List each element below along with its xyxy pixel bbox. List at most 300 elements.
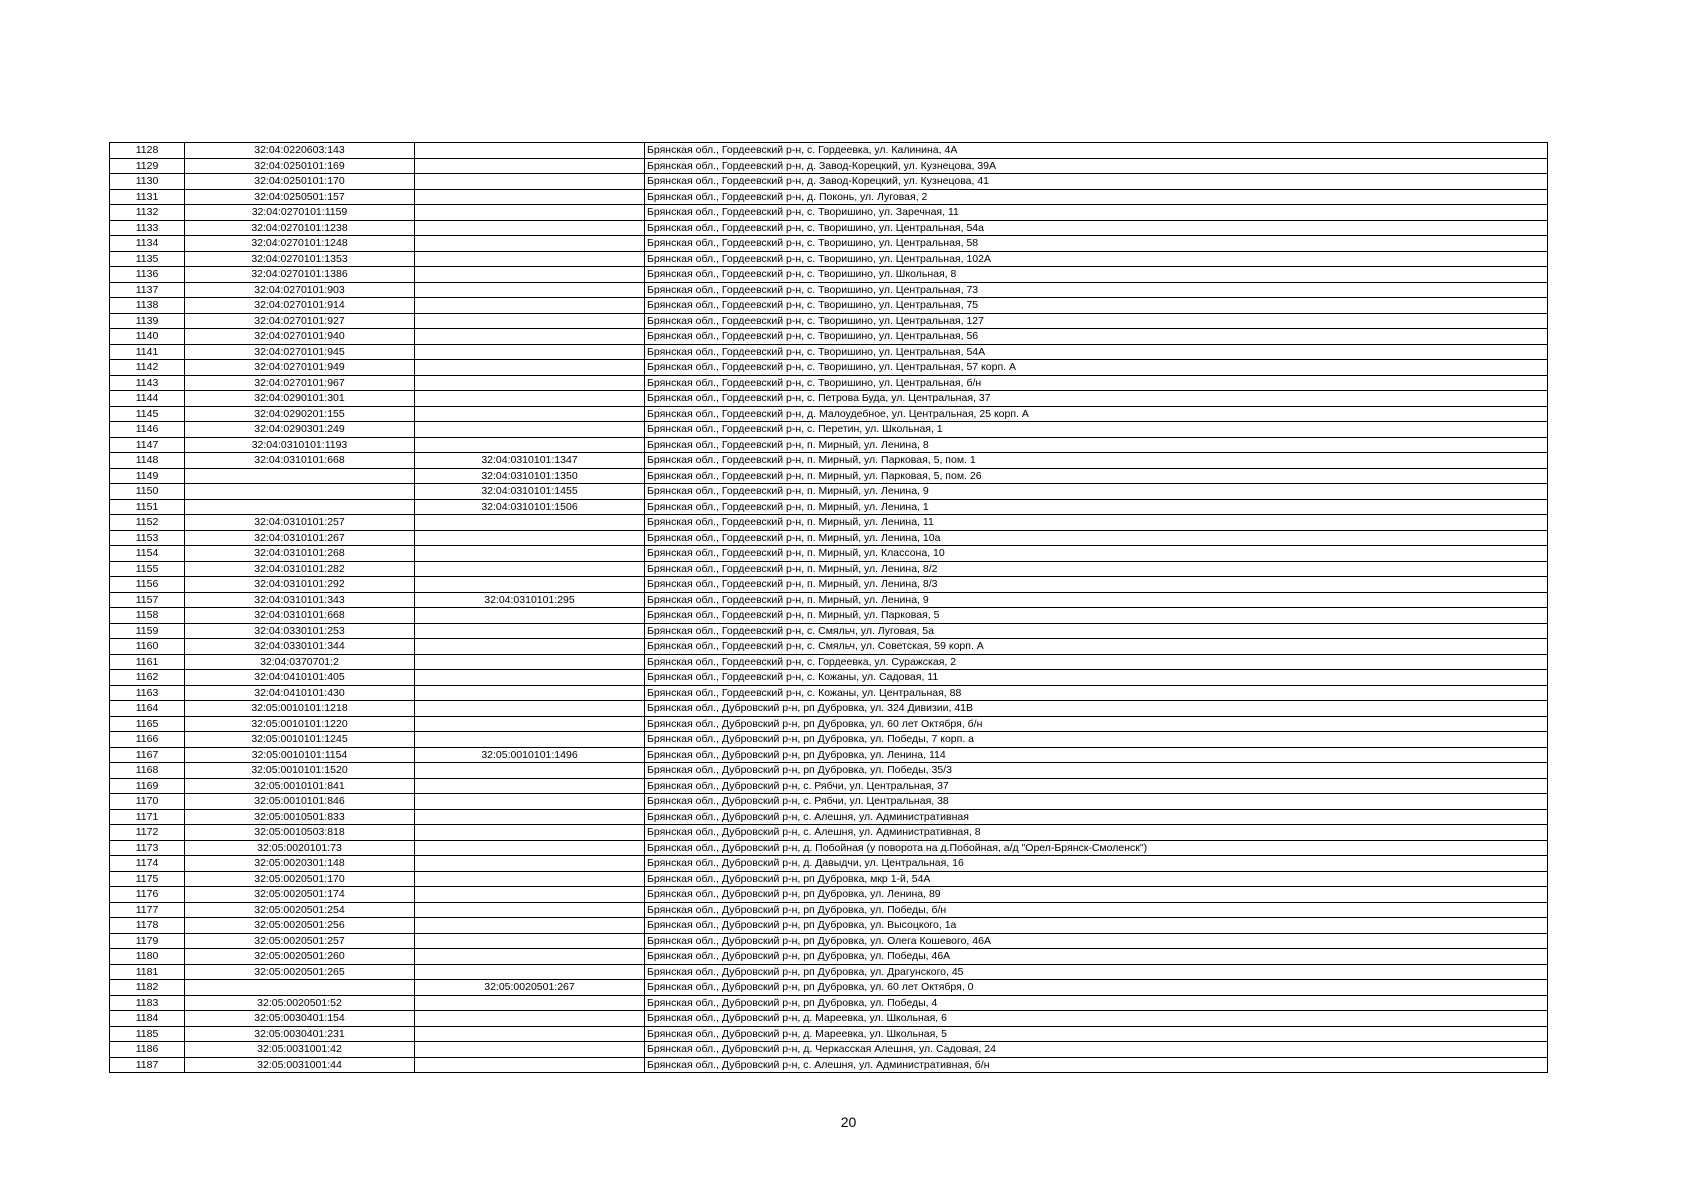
- secondary-cadastral-number-cell: [415, 158, 645, 174]
- cadastral-number-cell: 32:04:0330101:253: [185, 623, 415, 639]
- table-row: [110, 716, 1548, 732]
- table-row: [110, 158, 1548, 174]
- address-cell: Брянская обл., Дубровский р-н, д. Черкасская Алешня, ул. Садовая, 24: [645, 1042, 1548, 1058]
- table-row: [110, 1026, 1548, 1042]
- address-cell: Брянская обл., Гордеевский р-н, с. Творишино, ул. Центральная, б/н: [645, 375, 1548, 391]
- table-row: [110, 298, 1548, 314]
- cadastral-number-cell: 32:05:0010101:1154: [185, 747, 415, 763]
- table-row: [110, 887, 1548, 903]
- secondary-cadastral-number-cell: [415, 1026, 645, 1042]
- table-row: [110, 639, 1548, 655]
- table-row: [110, 189, 1548, 205]
- row-number-cell: 1156: [110, 577, 185, 593]
- table-row: [110, 313, 1548, 329]
- cadastral-number-cell: 32:04:0310101:668: [185, 608, 415, 624]
- address-cell: Брянская обл., Дубровский р-н, рп Дубровка, ул. Победы, 35/3: [645, 763, 1548, 779]
- table-row: [110, 406, 1548, 422]
- address-cell: Брянская обл., Дубровский р-н, рп Дубровка, ул. Победы, 4: [645, 995, 1548, 1011]
- row-number-cell: 1128: [110, 143, 185, 159]
- table-row: [110, 701, 1548, 717]
- row-number-cell: 1154: [110, 546, 185, 562]
- address-cell: Брянская обл., Гордеевский р-н, п. Мирный, ул. Ленина, 8: [645, 437, 1548, 453]
- row-number-cell: 1151: [110, 499, 185, 515]
- row-number-cell: 1139: [110, 313, 185, 329]
- cadastral-number-cell: 32:04:0330101:344: [185, 639, 415, 655]
- cadastral-number-cell: 32:04:0270101:903: [185, 282, 415, 298]
- cadastral-number-cell: [185, 468, 415, 484]
- secondary-cadastral-number-cell: [415, 856, 645, 872]
- cadastral-number-cell: 32:04:0270101:1238: [185, 220, 415, 236]
- row-number-cell: 1175: [110, 871, 185, 887]
- secondary-cadastral-number-cell: [415, 840, 645, 856]
- secondary-cadastral-number-cell: 32:05:0020501:267: [415, 980, 645, 996]
- secondary-cadastral-number-cell: [415, 422, 645, 438]
- address-cell: Брянская обл., Гордеевский р-н, с. Творишино, ул. Центральная, 102А: [645, 251, 1548, 267]
- cadastral-number-cell: 32:04:0310101:1193: [185, 437, 415, 453]
- address-cell: Брянская обл., Гордеевский р-н, д. Поконь, ул. Луговая, 2: [645, 189, 1548, 205]
- secondary-cadastral-number-cell: [415, 809, 645, 825]
- cadastral-number-cell: 32:05:0020501:170: [185, 871, 415, 887]
- address-cell: Брянская обл., Гордеевский р-н, д. Завод-Корецкий, ул. Кузнецова, 41: [645, 174, 1548, 190]
- address-cell: Брянская обл., Гордеевский р-н, п. Мирный, ул. Парковая, 5, пом. 26: [645, 468, 1548, 484]
- table-row: [110, 546, 1548, 562]
- secondary-cadastral-number-cell: [415, 375, 645, 391]
- row-number-cell: 1180: [110, 949, 185, 965]
- row-number-cell: 1178: [110, 918, 185, 934]
- row-number-cell: 1147: [110, 437, 185, 453]
- address-cell: Брянская обл., Гордеевский р-н, п. Мирный, ул. Ленина, 1: [645, 499, 1548, 515]
- secondary-cadastral-number-cell: [415, 561, 645, 577]
- row-number-cell: 1138: [110, 298, 185, 314]
- cadastral-number-cell: 32:04:0310101:668: [185, 453, 415, 469]
- address-cell: Брянская обл., Гордеевский р-н, с. Творишино, ул. Заречная, 11: [645, 205, 1548, 221]
- row-number-cell: 1161: [110, 654, 185, 670]
- cadastral-number-cell: 32:05:0030401:231: [185, 1026, 415, 1042]
- table-row: [110, 654, 1548, 670]
- secondary-cadastral-number-cell: 32:05:0010101:1496: [415, 747, 645, 763]
- row-number-cell: 1155: [110, 561, 185, 577]
- secondary-cadastral-number-cell: [415, 282, 645, 298]
- cadastral-number-cell: 32:04:0310101:282: [185, 561, 415, 577]
- address-cell: Брянская обл., Гордеевский р-н, п. Мирный, ул. Ленина, 8/2: [645, 561, 1548, 577]
- row-number-cell: 1140: [110, 329, 185, 345]
- secondary-cadastral-number-cell: [415, 189, 645, 205]
- cadastral-number-cell: 32:04:0310101:343: [185, 592, 415, 608]
- address-cell: Брянская обл., Гордеевский р-н, п. Мирный, ул. Ленина, 8/3: [645, 577, 1548, 593]
- address-cell: Брянская обл., Дубровский р-н, д. Мареевка, ул. Школьная, 6: [645, 1011, 1548, 1027]
- table-row: [110, 530, 1548, 546]
- address-cell: Брянская обл., Гордеевский р-н, с. Гордеевка, ул. Суражская, 2: [645, 654, 1548, 670]
- address-cell: Брянская обл., Дубровский р-н, д. Побойная (у поворота на д.Побойная, а/д "Орел-Брянск-Смоленск"): [645, 840, 1548, 856]
- table-row: [110, 1011, 1548, 1027]
- secondary-cadastral-number-cell: [415, 329, 645, 345]
- row-number-cell: 1129: [110, 158, 185, 174]
- secondary-cadastral-number-cell: [415, 236, 645, 252]
- cadastral-number-cell: 32:05:0020501:256: [185, 918, 415, 934]
- cadastral-number-cell: 32:04:0290201:155: [185, 406, 415, 422]
- secondary-cadastral-number-cell: [415, 794, 645, 810]
- row-number-cell: 1137: [110, 282, 185, 298]
- address-cell: Брянская обл., Дубровский р-н, рп Дубровка, ул. Победы, б/н: [645, 902, 1548, 918]
- secondary-cadastral-number-cell: 32:04:0310101:1506: [415, 499, 645, 515]
- address-cell: Брянская обл., Гордеевский р-н, с. Творишино, ул. Центральная, 56: [645, 329, 1548, 345]
- address-cell: Брянская обл., Дубровский р-н, рп Дубровка, ул. Ленина, 89: [645, 887, 1548, 903]
- address-cell: Брянская обл., Дубровский р-н, рп Дубровка, мкр 1-й, 54А: [645, 871, 1548, 887]
- row-number-cell: 1159: [110, 623, 185, 639]
- row-number-cell: 1164: [110, 701, 185, 717]
- row-number-cell: 1169: [110, 778, 185, 794]
- secondary-cadastral-number-cell: [415, 298, 645, 314]
- address-cell: Брянская обл., Гордеевский р-н, с. Творишино, ул. Центральная, 58: [645, 236, 1548, 252]
- address-cell: Брянская обл., Дубровский р-н, рп Дубровка, ул. Ленина, 114: [645, 747, 1548, 763]
- row-number-cell: 1166: [110, 732, 185, 748]
- table-row: [110, 360, 1548, 376]
- secondary-cadastral-number-cell: [415, 251, 645, 267]
- row-number-cell: 1181: [110, 964, 185, 980]
- row-number-cell: 1143: [110, 375, 185, 391]
- address-cell: Брянская обл., Гордеевский р-н, с. Творишино, ул. Школьная, 8: [645, 267, 1548, 283]
- secondary-cadastral-number-cell: [415, 220, 645, 236]
- secondary-cadastral-number-cell: [415, 267, 645, 283]
- address-cell: Брянская обл., Гордеевский р-н, п. Мирный, ул. Ленина, 11: [645, 515, 1548, 531]
- table-row: [110, 608, 1548, 624]
- table-row: [110, 515, 1548, 531]
- table-row: [110, 422, 1548, 438]
- table-row: [110, 561, 1548, 577]
- table-row: [110, 685, 1548, 701]
- secondary-cadastral-number-cell: [415, 995, 645, 1011]
- table-row: [110, 577, 1548, 593]
- table-row: [110, 918, 1548, 934]
- row-number-cell: 1176: [110, 887, 185, 903]
- table-row: [110, 840, 1548, 856]
- cadastral-number-cell: 32:04:0270101:927: [185, 313, 415, 329]
- secondary-cadastral-number-cell: [415, 763, 645, 779]
- secondary-cadastral-number-cell: [415, 701, 645, 717]
- row-number-cell: 1130: [110, 174, 185, 190]
- address-cell: Брянская обл., Гордеевский р-н, с. Гордеевка, ул. Калинина, 4А: [645, 143, 1548, 159]
- cadastral-number-cell: 32:04:0250101:169: [185, 158, 415, 174]
- cadastral-number-cell: 32:04:0250501:157: [185, 189, 415, 205]
- secondary-cadastral-number-cell: 32:04:0310101:1455: [415, 484, 645, 500]
- address-cell: Брянская обл., Дубровский р-н, д. Мареевка, ул. Школьная, 5: [645, 1026, 1548, 1042]
- secondary-cadastral-number-cell: [415, 360, 645, 376]
- secondary-cadastral-number-cell: [415, 732, 645, 748]
- cadastral-number-cell: [185, 499, 415, 515]
- address-cell: Брянская обл., Дубровский р-н, с. Рябчи, ул. Центральная, 38: [645, 794, 1548, 810]
- cadastral-number-cell: [185, 484, 415, 500]
- cadastral-number-cell: 32:05:0020501:265: [185, 964, 415, 980]
- secondary-cadastral-number-cell: [415, 143, 645, 159]
- secondary-cadastral-number-cell: [415, 437, 645, 453]
- address-cell: Брянская обл., Гордеевский р-н, п. Мирный, ул. Классона, 10: [645, 546, 1548, 562]
- row-number-cell: 1144: [110, 391, 185, 407]
- table-row: [110, 220, 1548, 236]
- table-row: [110, 856, 1548, 872]
- table-row: [110, 236, 1548, 252]
- address-cell: Брянская обл., Дубровский р-н, рп Дубровка, ул. 324 Дивизии, 41В: [645, 701, 1548, 717]
- cadastral-number-cell: 32:05:0030401:154: [185, 1011, 415, 1027]
- address-cell: Брянская обл., Дубровский р-н, рп Дубровка, ул. Победы, 7 корп. а: [645, 732, 1548, 748]
- table-row: [110, 732, 1548, 748]
- table-row: [110, 499, 1548, 515]
- cadastral-number-cell: 32:05:0010101:841: [185, 778, 415, 794]
- row-number-cell: 1186: [110, 1042, 185, 1058]
- address-cell: Брянская обл., Гордеевский р-н, с. Смяльч, ул. Советская, 59 корп. А: [645, 639, 1548, 655]
- secondary-cadastral-number-cell: [415, 1011, 645, 1027]
- row-number-cell: 1142: [110, 360, 185, 376]
- address-cell: Брянская обл., Гордеевский р-н, п. Мирный, ул. Ленина, 9: [645, 484, 1548, 500]
- cadastral-number-cell: 32:04:0270101:1353: [185, 251, 415, 267]
- page-number: 20: [840, 1114, 857, 1130]
- cadastral-number-cell: 32:04:0270101:945: [185, 344, 415, 360]
- row-number-cell: 1172: [110, 825, 185, 841]
- cadastral-number-cell: 32:05:0020301:148: [185, 856, 415, 872]
- row-number-cell: 1177: [110, 902, 185, 918]
- table-row: [110, 871, 1548, 887]
- table-row: [110, 468, 1548, 484]
- row-number-cell: 1179: [110, 933, 185, 949]
- table-row: [110, 205, 1548, 221]
- secondary-cadastral-number-cell: [415, 344, 645, 360]
- address-cell: Брянская обл., Дубровский р-н, рп Дубровка, ул. 60 лет Октября, 0: [645, 980, 1548, 996]
- address-cell: Брянская обл., Гордеевский р-н, д. Завод-Корецкий, ул. Кузнецова, 39А: [645, 158, 1548, 174]
- table-row: [110, 980, 1548, 996]
- secondary-cadastral-number-cell: [415, 546, 645, 562]
- cadastral-number-cell: 32:04:0270101:1248: [185, 236, 415, 252]
- cadastral-number-cell: 32:04:0410101:405: [185, 670, 415, 686]
- cadastral-registry-table: [109, 142, 1548, 1073]
- secondary-cadastral-number-cell: [415, 623, 645, 639]
- address-cell: Брянская обл., Дубровский р-н, рп Дубровка, ул. Высоцкого, 1а: [645, 918, 1548, 934]
- table-row: [110, 375, 1548, 391]
- row-number-cell: 1184: [110, 1011, 185, 1027]
- table-row: [110, 623, 1548, 639]
- address-cell: Брянская обл., Гордеевский р-н, с. Кожаны, ул. Центральная, 88: [645, 685, 1548, 701]
- cadastral-number-cell: 32:04:0290301:249: [185, 422, 415, 438]
- table-row: [110, 902, 1548, 918]
- address-cell: Брянская обл., Гордеевский р-н, с. Петрова Буда, ул. Центральная, 37: [645, 391, 1548, 407]
- cadastral-number-cell: 32:04:0270101:949: [185, 360, 415, 376]
- cadastral-number-cell: 32:04:0310101:268: [185, 546, 415, 562]
- cadastral-number-cell: 32:05:0020101:73: [185, 840, 415, 856]
- row-number-cell: 1160: [110, 639, 185, 655]
- cadastral-number-cell: 32:04:0310101:267: [185, 530, 415, 546]
- address-cell: Брянская обл., Гордеевский р-н, с. Творишино, ул. Центральная, 57 корп. А: [645, 360, 1548, 376]
- row-number-cell: 1171: [110, 809, 185, 825]
- address-cell: Брянская обл., Гордеевский р-н, с. Творишино, ул. Центральная, 127: [645, 313, 1548, 329]
- row-number-cell: 1131: [110, 189, 185, 205]
- table-row: [110, 437, 1548, 453]
- address-cell: Брянская обл., Гордеевский р-н, п. Мирный, ул. Парковая, 5: [645, 608, 1548, 624]
- row-number-cell: 1170: [110, 794, 185, 810]
- table-row: [110, 778, 1548, 794]
- row-number-cell: 1149: [110, 468, 185, 484]
- row-number-cell: 1134: [110, 236, 185, 252]
- cadastral-number-cell: 32:05:0010101:1245: [185, 732, 415, 748]
- cadastral-number-cell: 32:05:0020501:257: [185, 933, 415, 949]
- address-cell: Брянская обл., Гордеевский р-н, с. Смяльч, ул. Луговая, 5а: [645, 623, 1548, 639]
- row-number-cell: 1168: [110, 763, 185, 779]
- row-number-cell: 1132: [110, 205, 185, 221]
- secondary-cadastral-number-cell: [415, 918, 645, 934]
- cadastral-number-cell: 32:05:0010101:1218: [185, 701, 415, 717]
- row-number-cell: 1167: [110, 747, 185, 763]
- table-row: [110, 794, 1548, 810]
- address-cell: Брянская обл., Гордеевский р-н, п. Мирный, ул. Ленина, 10а: [645, 530, 1548, 546]
- cadastral-number-cell: 32:05:0020501:174: [185, 887, 415, 903]
- table-row: [110, 251, 1548, 267]
- address-cell: Брянская обл., Дубровский р-н, рп Дубровка, ул. Олега Кошевого, 46А: [645, 933, 1548, 949]
- row-number-cell: 1174: [110, 856, 185, 872]
- table-row: [110, 1042, 1548, 1058]
- secondary-cadastral-number-cell: [415, 391, 645, 407]
- table-row: [110, 174, 1548, 190]
- address-cell: Брянская обл., Дубровский р-н, рп Дубровка, ул. Победы, 46А: [645, 949, 1548, 965]
- row-number-cell: 1187: [110, 1057, 185, 1073]
- secondary-cadastral-number-cell: [415, 670, 645, 686]
- cadastral-number-cell: 32:05:0020501:260: [185, 949, 415, 965]
- cadastral-number-cell: 32:05:0020501:52: [185, 995, 415, 1011]
- address-cell: Брянская обл., Гордеевский р-н, с. Творишино, ул. Центральная, 54а: [645, 220, 1548, 236]
- secondary-cadastral-number-cell: [415, 639, 645, 655]
- row-number-cell: 1183: [110, 995, 185, 1011]
- cadastral-number-cell: 32:04:0270101:1159: [185, 205, 415, 221]
- cadastral-number-cell: 32:04:0250101:170: [185, 174, 415, 190]
- table-row: [110, 825, 1548, 841]
- table-row: [110, 329, 1548, 345]
- secondary-cadastral-number-cell: [415, 778, 645, 794]
- cadastral-number-cell: 32:04:0270101:1386: [185, 267, 415, 283]
- address-cell: Брянская обл., Дубровский р-н, рп Дубровка, ул. Драгунского, 45: [645, 964, 1548, 980]
- row-number-cell: 1146: [110, 422, 185, 438]
- secondary-cadastral-number-cell: [415, 716, 645, 732]
- table-row: [110, 282, 1548, 298]
- secondary-cadastral-number-cell: [415, 174, 645, 190]
- table-row: [110, 933, 1548, 949]
- cadastral-number-cell: 32:05:0010101:846: [185, 794, 415, 810]
- cadastral-number-cell: 32:05:0031001:42: [185, 1042, 415, 1058]
- cadastral-number-cell: 32:04:0270101:940: [185, 329, 415, 345]
- table-row: [110, 267, 1548, 283]
- address-cell: Брянская обл., Гордеевский р-н, с. Перетин, ул. Школьная, 1: [645, 422, 1548, 438]
- table-row: [110, 995, 1548, 1011]
- row-number-cell: 1133: [110, 220, 185, 236]
- cadastral-number-cell: 32:04:0410101:430: [185, 685, 415, 701]
- address-cell: Брянская обл., Гордеевский р-н, с. Творишино, ул. Центральная, 54А: [645, 344, 1548, 360]
- address-cell: Брянская обл., Дубровский р-н, рп Дубровка, ул. 60 лет Октября, б/н: [645, 716, 1548, 732]
- address-cell: Брянская обл., Дубровский р-н, с. Алешня, ул. Административная: [645, 809, 1548, 825]
- secondary-cadastral-number-cell: [415, 1057, 645, 1073]
- table-row: [110, 747, 1548, 763]
- row-number-cell: 1157: [110, 592, 185, 608]
- secondary-cadastral-number-cell: [415, 902, 645, 918]
- secondary-cadastral-number-cell: [415, 530, 645, 546]
- row-number-cell: 1141: [110, 344, 185, 360]
- address-cell: Брянская обл., Дубровский р-н, с. Алешня, ул. Административная, 8: [645, 825, 1548, 841]
- table-row: [110, 592, 1548, 608]
- table-row: [110, 391, 1548, 407]
- cadastral-number-cell: 32:04:0290101:301: [185, 391, 415, 407]
- row-number-cell: 1150: [110, 484, 185, 500]
- row-number-cell: 1136: [110, 267, 185, 283]
- table-row: [110, 809, 1548, 825]
- secondary-cadastral-number-cell: 32:04:0310101:1350: [415, 468, 645, 484]
- secondary-cadastral-number-cell: [415, 406, 645, 422]
- cadastral-number-cell: 32:04:0270101:967: [185, 375, 415, 391]
- table-row: [110, 484, 1548, 500]
- table-row: [110, 964, 1548, 980]
- address-cell: Брянская обл., Гордеевский р-н, с. Творишино, ул. Центральная, 75: [645, 298, 1548, 314]
- secondary-cadastral-number-cell: [415, 577, 645, 593]
- address-cell: Брянская обл., Гордеевский р-н, с. Творишино, ул. Центральная, 73: [645, 282, 1548, 298]
- secondary-cadastral-number-cell: [415, 871, 645, 887]
- row-number-cell: 1165: [110, 716, 185, 732]
- address-cell: Брянская обл., Гордеевский р-н, с. Кожаны, ул. Садовая, 11: [645, 670, 1548, 686]
- address-cell: Брянская обл., Дубровский р-н, с. Рябчи, ул. Центральная, 37: [645, 778, 1548, 794]
- cadastral-number-cell: 32:05:0010101:1520: [185, 763, 415, 779]
- secondary-cadastral-number-cell: [415, 685, 645, 701]
- cadastral-number-cell: 32:04:0310101:292: [185, 577, 415, 593]
- table-row: [110, 143, 1548, 159]
- row-number-cell: 1185: [110, 1026, 185, 1042]
- row-number-cell: 1158: [110, 608, 185, 624]
- address-cell: Брянская обл., Гордеевский р-н, п. Мирный, ул. Парковая, 5, пом. 1: [645, 453, 1548, 469]
- secondary-cadastral-number-cell: [415, 964, 645, 980]
- secondary-cadastral-number-cell: [415, 608, 645, 624]
- table-row: [110, 949, 1548, 965]
- address-cell: Брянская обл., Гордеевский р-н, п. Мирный, ул. Ленина, 9: [645, 592, 1548, 608]
- secondary-cadastral-number-cell: [415, 825, 645, 841]
- cadastral-number-cell: [185, 980, 415, 996]
- table-row: [110, 1057, 1548, 1073]
- secondary-cadastral-number-cell: [415, 313, 645, 329]
- cadastral-number-cell: 32:04:0220603:143: [185, 143, 415, 159]
- cadastral-number-cell: 32:05:0010501:833: [185, 809, 415, 825]
- secondary-cadastral-number-cell: 32:04:0310101:295: [415, 592, 645, 608]
- table-row: [110, 453, 1548, 469]
- secondary-cadastral-number-cell: [415, 515, 645, 531]
- cadastral-number-cell: 32:05:0020501:254: [185, 902, 415, 918]
- registry-table-body: [110, 143, 1548, 1073]
- row-number-cell: 1162: [110, 670, 185, 686]
- row-number-cell: 1152: [110, 515, 185, 531]
- table-row: [110, 670, 1548, 686]
- address-cell: Брянская обл., Дубровский р-н, д. Давыдчи, ул. Центральная, 16: [645, 856, 1548, 872]
- cadastral-number-cell: 32:04:0310101:257: [185, 515, 415, 531]
- secondary-cadastral-number-cell: [415, 1042, 645, 1058]
- row-number-cell: 1163: [110, 685, 185, 701]
- row-number-cell: 1153: [110, 530, 185, 546]
- cadastral-number-cell: 32:04:0370701:2: [185, 654, 415, 670]
- secondary-cadastral-number-cell: [415, 949, 645, 965]
- table-row: [110, 763, 1548, 779]
- cadastral-number-cell: 32:05:0010101:1220: [185, 716, 415, 732]
- cadastral-number-cell: 32:04:0270101:914: [185, 298, 415, 314]
- row-number-cell: 1145: [110, 406, 185, 422]
- address-cell: Брянская обл., Гордеевский р-н, д. Малоудебное, ул. Центральная, 25 корп. А: [645, 406, 1548, 422]
- row-number-cell: 1148: [110, 453, 185, 469]
- secondary-cadastral-number-cell: [415, 887, 645, 903]
- row-number-cell: 1173: [110, 840, 185, 856]
- cadastral-number-cell: 32:05:0031001:44: [185, 1057, 415, 1073]
- secondary-cadastral-number-cell: [415, 654, 645, 670]
- cadastral-number-cell: 32:05:0010503:818: [185, 825, 415, 841]
- address-cell: Брянская обл., Дубровский р-н, с. Алешня, ул. Административная, б/н: [645, 1057, 1548, 1073]
- row-number-cell: 1182: [110, 980, 185, 996]
- row-number-cell: 1135: [110, 251, 185, 267]
- secondary-cadastral-number-cell: 32:04:0310101:1347: [415, 453, 645, 469]
